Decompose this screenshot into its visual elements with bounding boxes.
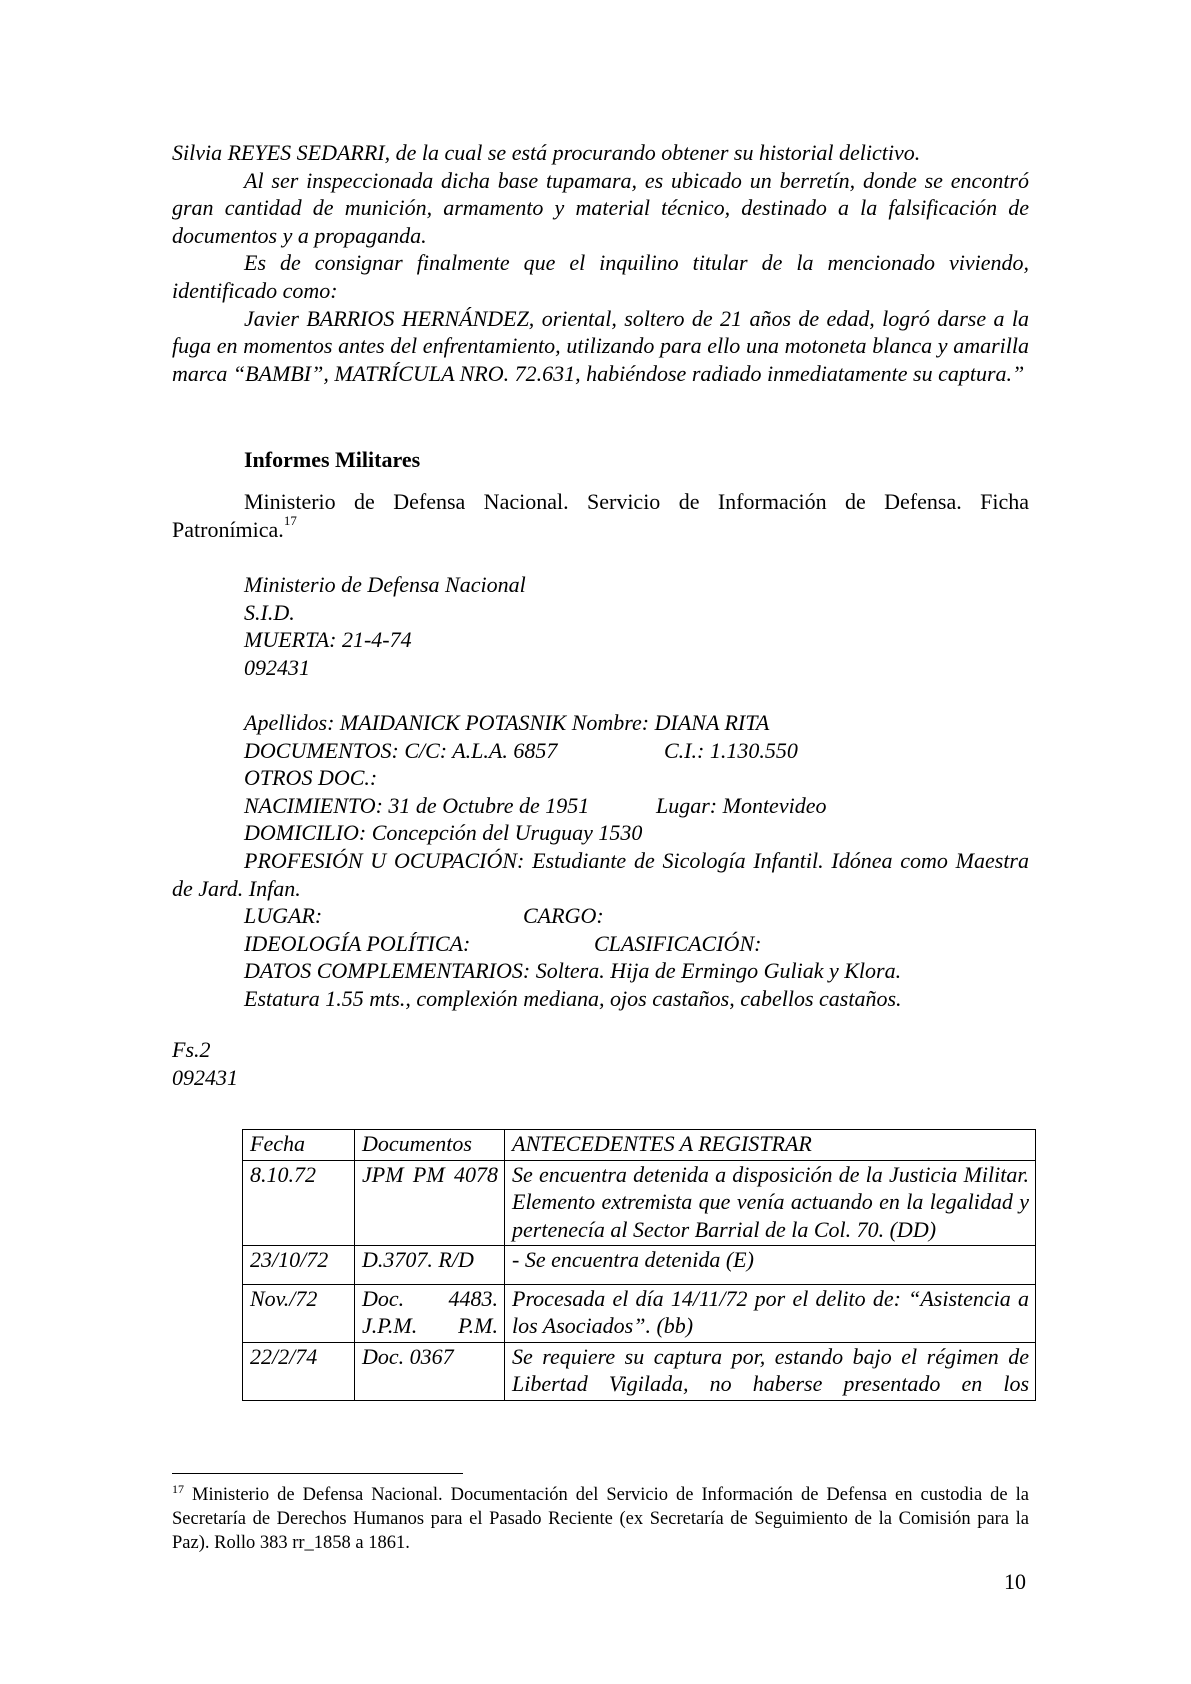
ficha-folio <box>172 1036 1029 1091</box>
quote-paragraph: Es de consignar finalmente que el inquilino titular de la mencionado viviendo, identificado como: <box>172 250 1029 303</box>
table-cell-documento: Doc. 0367 <box>355 1342 505 1400</box>
ficha-number: 092431 <box>244 654 310 680</box>
table-cell-fecha: 23/10/72 <box>243 1246 355 1285</box>
ficha-datos-complementarios: DATOS COMPLEMENTARIOS: Soltera. Hija de Ermingo Guliak y Klora. <box>244 958 902 984</box>
ficha-muerta: MUERTA: 21-4-74 <box>244 627 412 653</box>
table-cell-antecedente: Se encuentra detenida a disposición de la Justicia Militar. Elemento extremista que venía actuando en la legalidad y pertenecía al Sector Barrial de la Col. 70. (DD) <box>505 1160 1036 1246</box>
quote-line: Silvia REYES SEDARRI, de la cual se está procurando obtener su historial delictivo. <box>172 140 921 165</box>
section-intro <box>172 488 1029 543</box>
footnote-text: Ministerio de Defensa Nacional. Documentación del Servicio de Información de Defensa en custodia de la Secretaría de Derechos Humanos para el Pasado Reciente (ex Secretaría de Seguimiento de la Comisión para la Paz). Rollo 383 rr_1858 a 1861. <box>172 1485 1029 1553</box>
ficha-cargo: CARGO: <box>523 903 604 929</box>
quote-paragraph: Al ser inspeccionada dicha base tupamara, es ubicado un berretín, donde se encontró gran cantidad de munición, armamento y material técnico, destinado a la falsificación de documentos y a propaganda. <box>172 167 1029 248</box>
table-row <box>243 1160 1036 1246</box>
ficha-otros-doc: OTROS DOC.: <box>244 765 378 791</box>
table-cell-antecedente: Procesada el día 14/11/72 por el delito de: “Asistencia a los Asociados”. (bb) <box>505 1284 1036 1342</box>
ficha-apellidos: Apellidos: MAIDANICK POTASNIK Nombre: DIANA RITA <box>244 710 770 735</box>
ficha-documentos-cc: DOCUMENTOS: C/C: A.L.A. 6857 <box>244 737 558 763</box>
ficha-ideologia-clasificacion <box>172 930 1029 958</box>
table-cell-fecha: 22/2/74 <box>243 1342 355 1400</box>
table-row <box>243 1342 1036 1400</box>
ficha-nacimiento-fecha: NACIMIENTO: 31 de Octubre de 1951 <box>244 792 590 818</box>
ficha-sid: S.I.D. <box>244 599 295 625</box>
ficha-nacimiento-lugar: Lugar: Montevideo <box>656 792 827 818</box>
footnote-ref: 17 <box>283 512 297 528</box>
footnote-separator <box>172 1473 463 1474</box>
quoted-report <box>172 139 1029 387</box>
ficha-ideologia: IDEOLOGÍA POLÍTICA: <box>244 930 471 956</box>
quote-paragraph: Javier BARRIOS HERNÁNDEZ, oriental, soltero de 21 años de edad, logró darse a la fuga en momentos antes del enfrentamiento, utilizando para ello una motoneta blanca y amarilla marca “BAMBI”, MATRÍCULA NRO. 72.631, habiéndose radiado inmediatamente su captura.” <box>172 305 1029 386</box>
table-header-cell: Fecha <box>243 1130 355 1161</box>
ficha-estatura: Estatura 1.55 mts., complexión mediana, ojos castaños, cabellos castaños. <box>244 985 902 1011</box>
ficha-clasificacion: CLASIFICACIÓN: <box>594 930 762 956</box>
table-cell-antecedente: Se requiere su captura por, estando bajo el régimen de Libertad Vigilada, no haberse presentado en los <box>505 1342 1036 1400</box>
ficha-fields <box>172 709 1029 1013</box>
folio-label: Fs.2 <box>172 1037 211 1062</box>
table-cell-fecha: 8.10.72 <box>243 1160 355 1246</box>
ficha-documentos-ci: C.I.: 1.130.550 <box>664 737 798 763</box>
ficha-org: Ministerio de Defensa Nacional <box>244 572 526 597</box>
ficha-lugar: LUGAR: <box>244 903 323 929</box>
table-row <box>243 1246 1036 1285</box>
folio-number: 092431 <box>172 1064 238 1090</box>
ficha-header <box>172 571 1029 681</box>
ficha-profesion: PROFESIÓN U OCUPACIÓN: Estudiante de Sicología Infantil. Idónea como Maestra de Jard. Infan. <box>172 847 1029 901</box>
table-cell-documento: JPM PM 4078 <box>355 1160 505 1246</box>
ficha-documentos <box>172 737 1029 765</box>
table-header-cell: ANTECEDENTES A REGISTRAR <box>505 1130 1036 1161</box>
table-cell-fecha: Nov./72 <box>243 1284 355 1342</box>
footnote-number: 17 <box>172 1482 184 1496</box>
table-header-row <box>243 1130 1036 1161</box>
table-header-cell: Documentos <box>355 1130 505 1161</box>
table-cell-documento: Doc. 4483. J.P.M. P.M. <box>355 1284 505 1342</box>
table-cell-antecedente: - Se encuentra detenida (E) <box>505 1246 1036 1285</box>
antecedentes-table <box>242 1129 1036 1401</box>
table-cell-documento: D.3707. R/D <box>355 1246 505 1285</box>
ficha-domicilio: DOMICILIO: Concepción del Uruguay 1530 <box>244 820 643 846</box>
ficha-nacimiento <box>172 792 1029 820</box>
section-heading: Informes Militares <box>244 447 421 472</box>
table-row <box>243 1284 1036 1342</box>
page-number: 10 <box>1004 1569 1026 1594</box>
intro-text: Ministerio de Defensa Nacional. Servicio de Información de Defensa. Ficha Patronímica. <box>172 489 1029 542</box>
ficha-lugar-cargo <box>172 902 1029 930</box>
footnote <box>172 1483 1029 1555</box>
